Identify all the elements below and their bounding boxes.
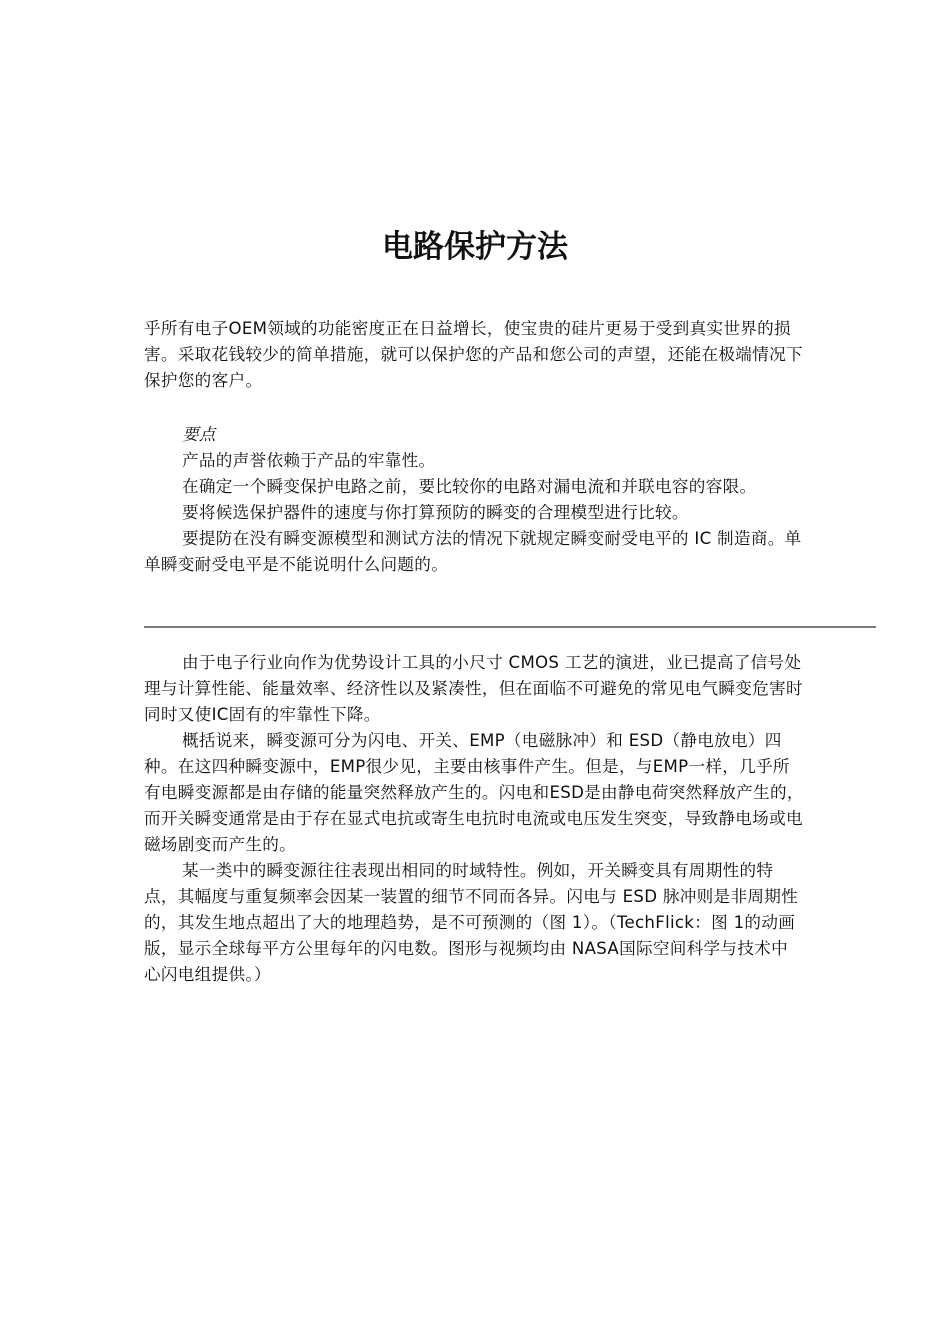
body-section: [144, 650, 804, 988]
body-paragraph: 由于电子行业向作为优势设计工具的小尺寸 CMOS 工艺的演进，业已提高了信号处理与计算性能、能量效率、经济性以及紧凑性，但在面临不可避免的常见电气瞬变危害时同时又使IC固有的牢靠性下降。: [144, 653, 803, 724]
intro-paragraph: 乎所有电子OEM领域的功能密度正在日益增长，使宝贵的硅片更易于受到真实世界的损害。采取花钱较少的简单措施，就可以保护您的产品和您公司的声望，还能在极端情况下保护您的客户。: [144, 319, 803, 390]
key-points-heading: 要点: [182, 425, 216, 444]
section-divider: [144, 626, 876, 628]
key-points-section: [144, 422, 804, 578]
page-title: 电路保护方法: [382, 228, 568, 265]
body-paragraph: 某一类中的瞬变源往往表现出相同的时域特性。例如，开关瞬变具有周期性的特点，其幅度与重复频率会因某一装置的细节不同而各异。闪电与 ESD 脉冲则是非周期性的，其发生地点超出了大的地理趋势，是不可预测的（图 1）。（TechFlick：图 1的动画版，显示全球每平方公里每年的闪电数。图形与视频均由 NASA国际空间科学与技术中心闪电组提供。）: [144, 861, 799, 984]
intro-section: [144, 316, 804, 394]
key-point-item: 产品的声誉依赖于产品的牢靠性。: [182, 451, 436, 470]
body-paragraph: 概括说来，瞬变源可分为闪电、开关、EMP（电磁脉冲）和 ESD（静电放电）四种。在这四种瞬变源中，EMP很少见，主要由核事件产生。但是，与EMP一样，几乎所有电瞬变源都是由存储的能量突然释放产生的。闪电和ESD是由静电荷突然释放产生的，而开关瞬变通常是由于存在显式电抗或寄生电抗时电流或电压发生突变，导致静电场或电磁场剧变而产生的。: [144, 731, 804, 854]
key-point-item: 要提防在没有瞬变源模型和测试方法的情况下就规定瞬变耐受电平的 IC 制造商。单单瞬变耐受电平是不能说明什么问题的。: [144, 529, 802, 574]
key-point-item: 在确定一个瞬变保护电路之前，要比较你的电路对漏电流和并联电容的容限。: [182, 477, 757, 496]
key-point-item: 要将候选保护器件的速度与你打算预防的瞬变的合理模型进行比较。: [182, 503, 689, 522]
